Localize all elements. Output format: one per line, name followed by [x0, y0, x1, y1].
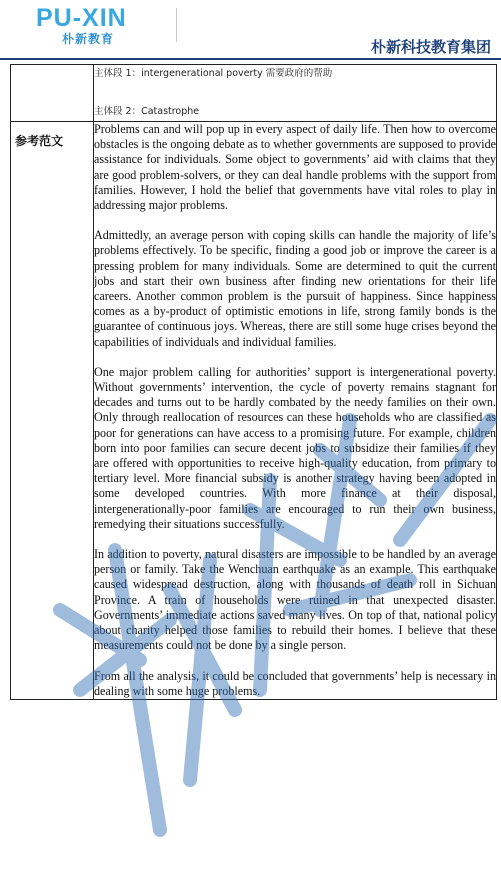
logo-subtitle: 朴新教育	[62, 32, 115, 46]
essay-paragraph-4: In addition to poverty, natural disasters are impossible to be handled by an average person or family. Take the Wenchuan earthquake as an example. This earthquake caused widespread destruction, along with thousands of death roll in Sichuan Province. A train of households were ruined in that unexpected disaster. Governments’ immediate actions saved many lives. On top of that, national policy about charity helped those families to rebuild their homes. I believe that these measurements could not be done by a single person.	[94, 547, 496, 653]
essay-paragraph-5: From all the analysis, it could be concluded that governments’ help is necessary in dealing with some huge problems.	[94, 668, 496, 698]
logo-divider	[176, 8, 177, 42]
plan-line-2: 主体段 2：Catastrophe	[94, 106, 200, 117]
plan-row	[11, 65, 497, 122]
plan-line-1: 主体段 1：intergenerational poverty 需要政府的帮助	[94, 68, 333, 79]
sample-essay	[94, 122, 497, 700]
header-rule	[0, 58, 501, 60]
plan-label-cell	[11, 65, 94, 122]
essay-paragraph-1: Problems can and will pop up in every aspect of daily life. Then how to overcome obstacles is the ongoing debate as to whether governments are supposed to provide assistance for individuals. Some object to governments’ aid with claims that they are good problem-solvers, or they can deal handle problems with the support from families. However, I hold the belief that governments have vital roles to play in addressing major problems.	[94, 122, 496, 213]
sample-row	[11, 122, 497, 700]
company-name: 朴新科技教育集团	[370, 38, 491, 56]
essay-paragraph-2: Admittedly, an average person with coping skills can handle the majority of life’s problems effectively. To be specific, finding a good job or improve the career is a pressing problem for many individuals. Some are determined to quit the current jobs and start their own business after finding new orientations for their life careers. Another common problem is the pursuit of happiness. Since happiness comes as a by-product of optimistic emotions in life, strong family bonds is the guarantee of continuous joys. Whereas, there are still some huge crises beyond the capabilities of individuals and individual families.	[94, 228, 496, 349]
essay-table	[10, 64, 497, 700]
sample-label-cell	[11, 122, 94, 700]
page-header	[0, 0, 501, 60]
plan-cell	[94, 65, 497, 122]
essay-paragraph-3: One major problem calling for authorities’ support is intergenerational poverty. Without governments’ intervention, the cycle of poverty remains stagnant for decades and turns out to be hardly combated by the needy families on their own. Only through reallocation of resources can these households who are classified as poor for generations can have access to a promising future. For example, children born into poor families can secure decent jobs to subsidize their families if they are offered with opportunities to receive high-quality education, from primary to tertiary level. More financial subsidy is another strategy having been adopted in some developed countries. With more finance at their disposal, intergenerationally-poor families are encouraged to run their own business, remedying their situations successfully.	[94, 364, 496, 531]
puxin-logo: PU-XIN	[36, 4, 127, 32]
sample-label: 参考范文	[15, 134, 64, 148]
